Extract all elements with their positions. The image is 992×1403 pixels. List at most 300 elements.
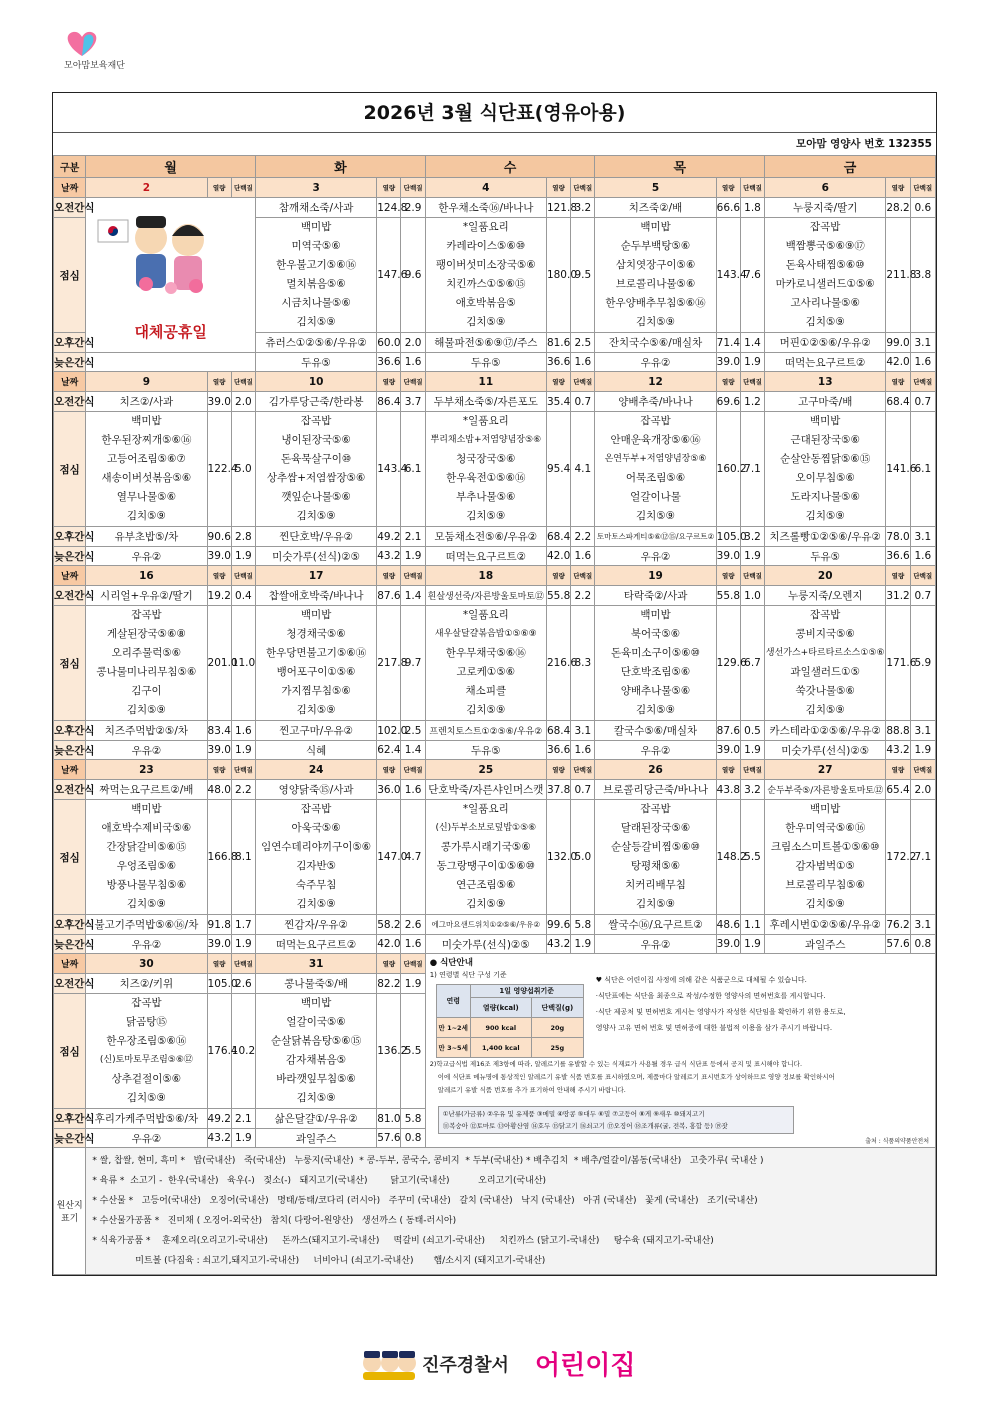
protein-value: 3.2 — [740, 780, 764, 800]
protein-header: 단백질 — [910, 372, 935, 392]
kcal-value: 71.4 — [716, 333, 740, 353]
kcal-value: 43.2 — [207, 1129, 231, 1148]
lunch-menu — [765, 800, 886, 915]
std-cell: 20g — [531, 1018, 583, 1038]
date-cell: 6 — [765, 178, 886, 198]
protein-value: 5.0 — [231, 412, 255, 527]
menu-sheet — [52, 92, 937, 1276]
protein-header: 단백질 — [231, 566, 255, 586]
date-cell: 2 — [86, 178, 207, 198]
snack-menu: 두유⑤ — [425, 353, 546, 372]
notice-text: ● 식단안내 — [429, 958, 473, 968]
lunch-item: 콩비지국⑤⑥ — [795, 628, 855, 640]
snack-menu: 찐감자/우유② — [256, 915, 377, 935]
protein-header: 단백질 — [231, 178, 255, 198]
lunch-item: 김치⑤⑨ — [635, 316, 676, 328]
snack-menu: 찐고구마/우유② — [256, 721, 377, 741]
std-header: 연령 — [436, 985, 470, 1018]
protein-value: 0.8 — [910, 935, 935, 954]
lunch-item: 백미밥 — [300, 609, 332, 621]
lunch-item: 방풍나물무침⑤⑥ — [106, 879, 187, 891]
lunch-item: 애호박수제비국⑤⑥ — [101, 822, 192, 834]
kcal-value: 48.0 — [207, 780, 231, 800]
kcal-header: 열량 — [377, 372, 401, 392]
kcal-value: 121.8 — [546, 198, 570, 218]
kcal-value: 88.8 — [886, 721, 910, 741]
kcal-value: 86.4 — [377, 392, 401, 412]
org-logo — [62, 28, 172, 72]
kcal-value: 91.8 — [207, 915, 231, 935]
lunch-item: 김치⑤⑨ — [466, 510, 506, 522]
date-cell: 11 — [425, 372, 546, 392]
snack-menu: 찐단호박/우유② — [256, 527, 377, 547]
date-cell: 31 — [256, 954, 377, 974]
lunch-item: 김치⑤⑨ — [466, 704, 506, 716]
snack-menu: 삶은달걀①/우유② — [256, 1109, 377, 1129]
snack-menu: 우유② — [595, 935, 716, 954]
snack-menu: 떠먹는요구르트② — [765, 353, 886, 372]
snack-menu: 식혜 — [256, 741, 377, 760]
protein-value: 1.4 — [401, 741, 425, 760]
kcal-header: 열량 — [716, 566, 740, 586]
kcal-value: 36.6 — [546, 741, 570, 760]
day-header: 월 — [86, 156, 256, 178]
protein-header: 단백질 — [571, 760, 595, 780]
snack-menu: 미숫가루(선식)②⑤ — [425, 935, 546, 954]
lunch-item: 오이무침⑤⑥ — [795, 472, 855, 484]
lunch-item: 안매운육개장⑤⑥⑯ — [610, 434, 701, 446]
lunch-item: 우엉조림⑤⑥ — [116, 860, 177, 872]
lunch-item: 얼갈이나물 — [630, 491, 681, 503]
lunch-item: 달래된장국⑤⑥ — [620, 822, 691, 834]
kcal-value: 36.6 — [886, 547, 910, 566]
date-cell: 25 — [425, 760, 546, 780]
protein-value: 0.7 — [571, 392, 595, 412]
kcal-value: 81.6 — [546, 333, 570, 353]
lunch-item: 김치⑤⑨ — [635, 898, 676, 910]
protein-value: 1.9 — [910, 741, 935, 760]
notice-text: ·식단 제공처 및 면허번호 게시는 영양사가 작성한 식단임을 확인하기 위한 용도로, — [595, 1008, 846, 1016]
lunch-item: 고로케①⑤⑥ — [456, 666, 516, 678]
lunch-item: 한우불고기⑤⑥⑯ — [276, 259, 357, 271]
row-label-lunch: 점심 — [54, 994, 86, 1109]
lunch-item: 상추쌈+저염쌈장⑤⑥ — [266, 472, 366, 484]
lunch-item: 간장닭갈비⑤⑥⑮ — [106, 841, 187, 853]
snack-menu: 유부초밥⑤/차 — [86, 527, 207, 547]
protein-value: 1.9 — [740, 935, 764, 954]
snack-menu: 우유② — [86, 1129, 207, 1148]
empty-cell — [86, 353, 256, 372]
snack-menu: 치즈롤빵①②⑤⑥/우유② — [765, 527, 886, 547]
lunch-item: 순살닭볶음탕⑤⑥⑮ — [271, 1035, 362, 1047]
protein-header: 단백질 — [401, 954, 425, 974]
lunch-item: 새우살달걀볶음밥①⑤⑥⑨ — [434, 629, 537, 639]
protein-value: 9.6 — [401, 218, 425, 333]
snack-menu: 치즈②/사과 — [86, 392, 207, 412]
lunch-item: 잡곡밥 — [300, 803, 332, 815]
row-label-lunch: 점심 — [54, 412, 86, 527]
lunch-item: 삼치엿장구이⑤⑥ — [615, 259, 696, 271]
notice-text: ①난류(가금류) ②우유 및 유제품 ③메밀 ④땅콩 ⑤대두 ⑥밀 ⑦고등어 ⑧게 ⑨새우 ⑩돼지고기 — [442, 1110, 705, 1118]
lunch-menu — [86, 994, 207, 1109]
lunch-item: 오리주물럭⑤⑥ — [111, 647, 182, 659]
protein-value: 1.9 — [571, 935, 595, 954]
origin-info — [86, 1148, 936, 1275]
row-label-pm: 오후간식 — [54, 721, 86, 741]
protein-value: 1.9 — [740, 741, 764, 760]
lunch-item: 순살안동찜닭⑤⑥⑮ — [780, 453, 871, 465]
notice-text: ♥ 식단은 어린이집 사정에 의해 같은 식품군으로 대체될 수 있습니다. — [595, 976, 807, 984]
kcal-header: 열량 — [886, 566, 910, 586]
kcal-value: 81.0 — [377, 1109, 401, 1129]
protein-value: 9.7 — [401, 606, 425, 721]
protein-header: 단백질 — [401, 566, 425, 586]
lunch-item: 백미밥 — [810, 415, 841, 427]
lunch-item: 마카로니샐러드①⑤⑥ — [775, 278, 875, 290]
dietitian-number: 모아맘 영양사 번호 132355 — [796, 138, 932, 150]
lunch-item: 잡곡밥 — [131, 997, 162, 1009]
date-cell: 23 — [86, 760, 207, 780]
lunch-item: 김구이 — [131, 685, 162, 697]
protein-value: 6.1 — [910, 412, 935, 527]
brand-part2: 어린이집 — [535, 1351, 636, 1381]
lunch-item: (신)토마토무조림⑤⑥⑫ — [99, 1055, 193, 1065]
protein-value: 2.5 — [571, 333, 595, 353]
kcal-value: 19.2 — [207, 586, 231, 606]
snack-menu: 우유② — [595, 741, 716, 760]
snack-menu: 누룽지죽/오렌지 — [765, 586, 886, 606]
lunch-item: 김치⑤⑨ — [126, 704, 166, 716]
lunch-item: *일품요리 — [462, 803, 509, 815]
protein-header: 단백질 — [231, 954, 255, 974]
snack-menu: 흰살생선죽/자른방울토마토⑫ — [425, 586, 546, 606]
kcal-value: 55.8 — [716, 586, 740, 606]
holiday-cell — [86, 198, 256, 353]
protein-header: 단백질 — [401, 372, 425, 392]
snack-menu: 머핀①②⑤⑥/우유② — [765, 333, 886, 353]
kcal-value: 69.6 — [716, 392, 740, 412]
lunch-item: 도라지나물⑤⑥ — [790, 491, 860, 503]
protein-header: 단백질 — [740, 566, 764, 586]
lunch-item: 잡곡밥 — [300, 415, 332, 427]
lunch-item: 한우미역국⑤⑥⑯ — [785, 822, 866, 834]
snack-menu: 두유⑤ — [425, 741, 546, 760]
kcal-value: 105.0 — [716, 527, 740, 547]
kcal-header: 열량 — [207, 954, 231, 974]
lunch-item: 냉이된장국⑤⑥ — [281, 434, 351, 446]
lunch-item: 애호박볶음⑤ — [455, 297, 516, 309]
protein-value: 3.8 — [910, 218, 935, 333]
row-label-late: 늦은간식 — [54, 547, 86, 566]
std-cell: 1,400 kcal — [470, 1038, 531, 1058]
snack-menu: 카스테라①②⑤⑥/우유② — [765, 721, 886, 741]
lunch-item: 돈육사태찜⑤⑥⑩ — [785, 259, 865, 271]
protein-value: 3.2 — [571, 198, 595, 218]
lunch-item: 감자채볶음⑤ — [286, 1054, 347, 1066]
protein-value: 1.8 — [740, 198, 764, 218]
lunch-item: *일품요리 — [462, 609, 509, 621]
lunch-item: 잡곡밥 — [640, 415, 671, 427]
lunch-item: 잡곡밥 — [131, 609, 162, 621]
protein-value: 1.9 — [231, 741, 255, 760]
lunch-item: 바라깻잎무침⑤⑥ — [276, 1073, 356, 1085]
protein-value: 1.9 — [740, 547, 764, 566]
kcal-value: 62.4 — [377, 741, 401, 760]
lunch-item: 잡곡밥 — [810, 221, 841, 233]
kcal-header: 열량 — [886, 760, 910, 780]
kcal-value: 31.2 — [886, 586, 910, 606]
lunch-item: 새송이버섯볶음⑤⑥ — [101, 472, 192, 484]
kcal-value: 78.0 — [886, 527, 910, 547]
kcal-value: 95.4 — [546, 412, 570, 527]
lunch-menu — [765, 218, 886, 333]
protein-value: 1.4 — [740, 333, 764, 353]
lunch-item: 김치⑤⑨ — [805, 898, 845, 910]
lunch-item: 동그랑땡구이①⑤⑥⑩ — [436, 860, 536, 872]
lunch-item: 고사리나물⑤⑥ — [790, 297, 860, 309]
protein-value: 1.6 — [401, 780, 425, 800]
header-label: 구분 — [54, 156, 86, 178]
lunch-item: 순살등갈비찜⑤⑥⑩ — [610, 841, 701, 853]
lunch-item: 크림소스미트볼①⑤⑥⑩ — [770, 841, 880, 853]
lunch-item: 김치⑤⑨ — [805, 510, 845, 522]
protein-value: 1.9 — [401, 974, 425, 994]
lunch-item: 뱅어포구이①⑤⑥ — [276, 666, 356, 678]
notice-text: 알레르기 유발 식품 번호를 추가 표기하여 안내해 주시기 바랍니다. — [437, 1086, 626, 1094]
kcal-value: 39.0 — [207, 547, 231, 566]
holiday-text: 대체공휴일 — [134, 323, 207, 341]
kcal-value: 57.6 — [886, 935, 910, 954]
kcal-value: 141.6 — [886, 412, 910, 527]
protein-value: 6.1 — [401, 412, 425, 527]
kcal-value: 68.4 — [886, 392, 910, 412]
lunch-item: 얼갈이국⑤⑥ — [286, 1016, 346, 1028]
kcal-value: 39.0 — [716, 741, 740, 760]
org-name: 모아맘보육재단 — [64, 61, 125, 71]
snack-menu: 치즈죽②/배 — [595, 198, 716, 218]
origin-line: * 쌀, 찹쌀, 현미, 흑미 * 밥(국내산) 죽(국내산) 누룽지(국내산) * 콩-두부, 콩국수, 콩비지 * 두부(국내산) * 배추김치 * 배추/얼갈이/봄동(국내산) 고춧가루( 국내산 ) — [92, 1156, 764, 1166]
snack-menu: 양배추죽/바나나 — [595, 392, 716, 412]
snack-menu: 프렌치토스트①②⑤⑥/우유② — [425, 721, 546, 741]
lunch-menu — [256, 994, 377, 1109]
lunch-item: 돈육묵살구이⑩ — [280, 453, 352, 465]
lunch-menu — [256, 412, 377, 527]
snack-menu: 미숫가루(선식)②⑤ — [765, 741, 886, 760]
lunch-item: 고등어조림⑤⑥⑦ — [106, 453, 186, 465]
snack-menu: 브로콜리당근죽/바나나 — [595, 780, 716, 800]
protein-header: 단백질 — [571, 372, 595, 392]
protein-value: 3.1 — [910, 915, 935, 935]
kcal-value: 83.4 — [207, 721, 231, 741]
hanbok-children-icon — [116, 206, 226, 296]
date-cell: 18 — [425, 566, 546, 586]
kcal-value: 36.6 — [377, 353, 401, 372]
protein-value: 3.7 — [401, 392, 425, 412]
snack-menu: 떠먹는요구르트② — [425, 547, 546, 566]
kcal-value: 48.6 — [716, 915, 740, 935]
protein-value: 2.0 — [401, 333, 425, 353]
protein-value: 1.9 — [231, 547, 255, 566]
protein-value: 5.0 — [571, 800, 595, 915]
lunch-item: 김치⑤⑨ — [296, 898, 336, 910]
lunch-menu — [256, 800, 377, 915]
kcal-value: 58.2 — [377, 915, 401, 935]
lunch-item: 김치⑤⑨ — [296, 510, 336, 522]
kcal-value: 171.6 — [886, 606, 910, 721]
protein-header: 단백질 — [401, 178, 425, 198]
snack-menu: 치즈주먹밥②⑤/차 — [86, 721, 207, 741]
date-label: 날짜 — [54, 760, 86, 780]
date-cell: 27 — [765, 760, 886, 780]
date-cell: 9 — [86, 372, 207, 392]
intake-standard-table — [436, 984, 584, 1058]
protein-header: 단백질 — [571, 566, 595, 586]
row-label-lunch: 점심 — [54, 606, 86, 721]
notice-area — [425, 954, 935, 1148]
lunch-item: 깻잎순나물⑤⑥ — [281, 491, 351, 503]
protein-value: 1.1 — [740, 915, 764, 935]
protein-value: 0.6 — [910, 198, 935, 218]
lunch-item: 브로콜리무침⑤⑥ — [785, 879, 866, 891]
snack-menu: 누룽지죽/딸기 — [765, 198, 886, 218]
protein-value: 2.1 — [231, 1109, 255, 1129]
protein-header: 단백질 — [910, 760, 935, 780]
kcal-header: 열량 — [546, 372, 570, 392]
kcal-value: 43.2 — [886, 741, 910, 760]
row-label-am: 오전간식 — [54, 780, 86, 800]
kcal-value: 36.0 — [377, 780, 401, 800]
protein-value: 1.7 — [231, 915, 255, 935]
protein-value: 5.8 — [401, 1109, 425, 1129]
kcal-header: 열량 — [716, 178, 740, 198]
protein-value: 5.8 — [571, 915, 595, 935]
std-title: 1일 영양섭취기준 — [470, 985, 583, 998]
lunch-item: 콩나물미나리무침⑤⑥ — [96, 666, 197, 678]
kcal-value: 216.6 — [546, 606, 570, 721]
snack-menu: 우유② — [86, 547, 207, 566]
lunch-item: 잡곡밥 — [640, 803, 671, 815]
kcal-value: 39.0 — [716, 935, 740, 954]
lunch-item: 김자반⑤ — [296, 860, 337, 872]
lunch-item: 김치⑤⑨ — [126, 898, 166, 910]
row-label-pm: 오후간식 — [54, 915, 86, 935]
protein-value: 2.6 — [401, 915, 425, 935]
row-label-pm: 오후간식 — [54, 333, 86, 353]
snack-menu: 불고기주먹밥⑤⑥⑯/차 — [86, 915, 207, 935]
row-label-am: 오전간식 — [54, 974, 86, 994]
protein-value: 0.5 — [740, 721, 764, 741]
date-cell: 10 — [256, 372, 377, 392]
lunch-menu — [425, 218, 546, 333]
kcal-value: 76.2 — [886, 915, 910, 935]
protein-value: 2.6 — [231, 974, 255, 994]
day-header: 수 — [425, 156, 595, 178]
protein-value: 6.7 — [740, 606, 764, 721]
kcal-value: 160.2 — [716, 412, 740, 527]
kcal-value: 105.0 — [207, 974, 231, 994]
protein-value: 1.0 — [740, 586, 764, 606]
lunch-item: 잡곡밥 — [810, 609, 841, 621]
snack-menu: 토마토스파게티⑤⑥⑫⑮/요구르트② — [595, 527, 716, 547]
kcal-value: 102.0 — [377, 721, 401, 741]
lunch-item: 백미밥 — [300, 221, 332, 233]
origin-line: * 수산물가공품 * 진미채 ( 오징어-외국산) 참치( 다랑어-원양산) 생선까스 ( 동태-러시아) — [92, 1216, 457, 1226]
kcal-header: 열량 — [886, 178, 910, 198]
row-label-lunch: 점심 — [54, 218, 86, 333]
snack-menu: 짜먹는요구르트②/배 — [86, 780, 207, 800]
date-cell: 3 — [256, 178, 377, 198]
protein-value: 1.6 — [910, 547, 935, 566]
lunch-item: 근대된장국⑤⑥ — [790, 434, 860, 446]
lunch-item: 북어국⑤⑥ — [630, 628, 681, 640]
kcal-header: 열량 — [377, 954, 401, 974]
date-cell: 16 — [86, 566, 207, 586]
protein-value: 7.1 — [740, 412, 764, 527]
kcal-header: 열량 — [546, 566, 570, 586]
protein-value: 4.1 — [571, 412, 595, 527]
protein-value: 7.1 — [910, 800, 935, 915]
snack-menu: 참깨채소죽/사과 — [256, 198, 377, 218]
kcal-header: 열량 — [546, 760, 570, 780]
lunch-item: 뿌리채소밥+저염양념장⑤⑥ — [430, 435, 542, 445]
kcal-value: 132.0 — [546, 800, 570, 915]
lunch-item: 숙주무침 — [295, 879, 337, 891]
date-label: 날짜 — [54, 566, 86, 586]
origin-label: 원산지 표기 — [54, 1148, 86, 1275]
kcal-value: 43.8 — [716, 780, 740, 800]
kcal-value: 122.4 — [207, 412, 231, 527]
nutrition-notice — [426, 954, 935, 1144]
kcal-value: 42.0 — [886, 353, 910, 372]
protein-value: 5.5 — [740, 800, 764, 915]
protein-value: 3.1 — [910, 527, 935, 547]
kcal-value: 147.0 — [377, 800, 401, 915]
kcal-value: 49.2 — [207, 1109, 231, 1129]
kcal-value: 201.0 — [207, 606, 231, 721]
lunch-item: 멸치볶음⑤⑥ — [286, 278, 346, 290]
notice-text: 1) 연령별 식단 구성 기준 — [429, 971, 507, 979]
snack-menu: 모둠채소전⑤⑥/우유② — [425, 527, 546, 547]
lunch-item: 임연수데리야끼구이⑤⑥ — [261, 841, 372, 853]
notice-text: 이에 식단표 메뉴명에 통상적인 알레르기 유발 식품 번호를 표시하였으며, 제품마다 알레르기 표시번호가 상이하므로 영양 정보를 확인하시어 — [437, 1073, 835, 1081]
lunch-item: 백짬뽕국⑤⑥⑨⑰ — [785, 240, 865, 252]
snack-menu: 에그마요샌드위치①②⑤⑥/우유② — [425, 915, 546, 935]
lunch-item: *일품요리 — [462, 221, 509, 233]
lunch-menu — [256, 218, 377, 333]
lunch-item: 청국장국⑤⑥ — [456, 453, 516, 465]
protein-value: 1.6 — [401, 935, 425, 954]
protein-value: 2.0 — [910, 780, 935, 800]
protein-value: 7.6 — [740, 218, 764, 333]
std-cell: 900 kcal — [470, 1018, 531, 1038]
lunch-item: 한우당면불고기⑤⑥⑯ — [265, 647, 367, 659]
lunch-item: 채소피클 — [465, 685, 507, 697]
kcal-header: 열량 — [377, 178, 401, 198]
kcal-header: 열량 — [377, 566, 401, 586]
kcal-header: 열량 — [886, 372, 910, 392]
snack-menu: 우유② — [595, 353, 716, 372]
heart-logo-icon — [62, 28, 102, 58]
lunch-item: 김치⑤⑨ — [466, 316, 506, 328]
row-label-late: 늦은간식 — [54, 935, 86, 954]
protein-value: 1.6 — [571, 353, 595, 372]
protein-value: 0.8 — [401, 1129, 425, 1148]
lunch-item: 한우양배추무침⑤⑥⑯ — [605, 297, 706, 309]
lunch-item: 김치⑤⑨ — [805, 316, 845, 328]
snack-menu: 찹쌀애호박죽/바나나 — [256, 586, 377, 606]
lunch-menu — [425, 606, 546, 721]
date-cell: 4 — [425, 178, 546, 198]
